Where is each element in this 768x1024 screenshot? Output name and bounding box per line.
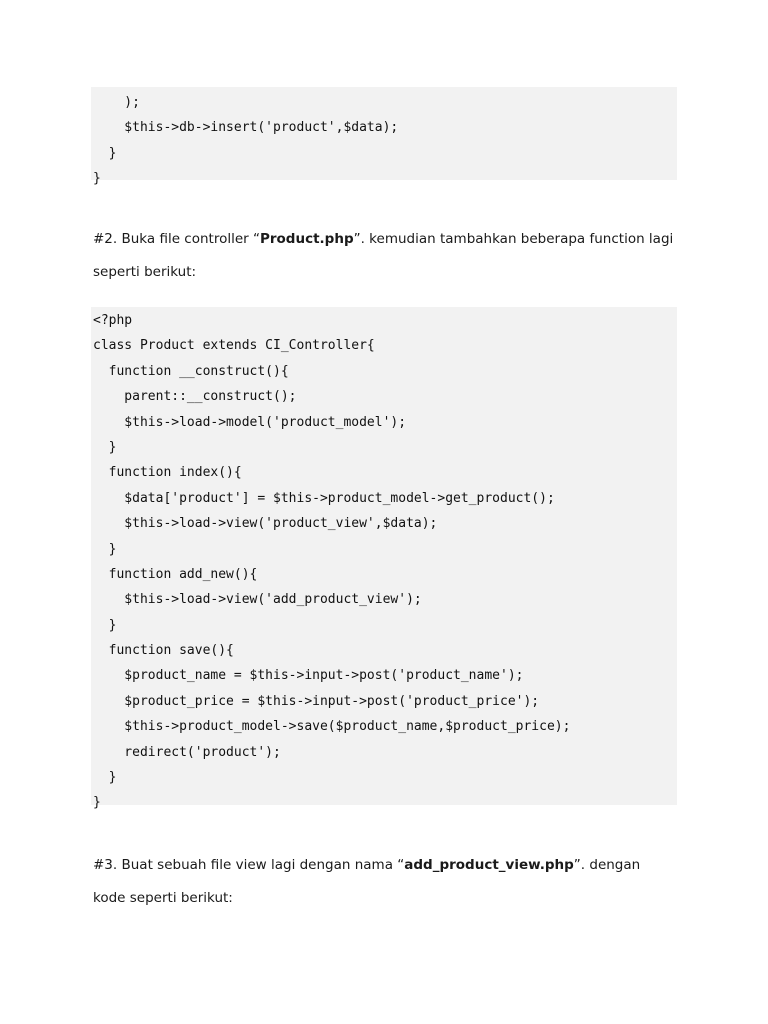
step3-prefix: #3. Buat sebuah file view lagi dengan nama “ [93, 857, 405, 873]
code-line: } [93, 617, 117, 633]
code-line: $product_name = $this->input->post('product_name'); [93, 668, 524, 684]
code-line: parent::__construct(); [93, 389, 297, 405]
step3-paragraph-line1 [93, 857, 693, 873]
code-block-model-insert [91, 87, 677, 187]
code-line: $data['product'] = $this->product_model->get_product(); [93, 490, 555, 506]
code-line: $product_price = $this->input->post('product_price'); [93, 693, 540, 709]
step2-filename: Product.php [259, 231, 354, 247]
code-line: $this->load->model('product_model'); [93, 414, 407, 430]
code-line: $this->db->insert('product',$data); [93, 120, 399, 136]
code-line: } [93, 770, 117, 786]
code-line: $this->load->view('product_view',$data); [93, 516, 438, 532]
code-line: function index(){ [93, 465, 242, 481]
code-line: } [93, 541, 117, 557]
step2-paragraph-line1 [93, 231, 693, 247]
code-line: } [93, 439, 117, 455]
step2-prefix: #2. Buka file controller “ [93, 231, 260, 247]
code-line: } [93, 171, 101, 187]
code-line: ); [93, 95, 140, 110]
step3-suffix: ”. dengan [573, 857, 641, 873]
code-line: $this->load->view('add_product_view'); [93, 592, 422, 608]
code-line: function __construct(){ [93, 363, 289, 379]
code-block-controller [91, 307, 677, 811]
step2-paragraph-line2: seperti berikut: [93, 264, 197, 280]
step3-paragraph-line2: kode seperti berikut: [93, 890, 233, 906]
code-line: function add_new(){ [93, 566, 258, 582]
code-line: } [93, 145, 117, 161]
code-line: redirect('product'); [93, 744, 281, 760]
code-line: class Product extends CI_Controller{ [93, 338, 375, 354]
step2-suffix: ”. kemudian tambahkan beberapa function lagi [353, 231, 674, 247]
code-line: <?php [93, 313, 133, 328]
step3-filename: add_product_view.php [404, 857, 574, 873]
code-line: } [93, 795, 101, 811]
code-line: $this->product_model->save($product_name,$product_price); [93, 719, 571, 735]
code-line: function save(){ [93, 643, 234, 659]
